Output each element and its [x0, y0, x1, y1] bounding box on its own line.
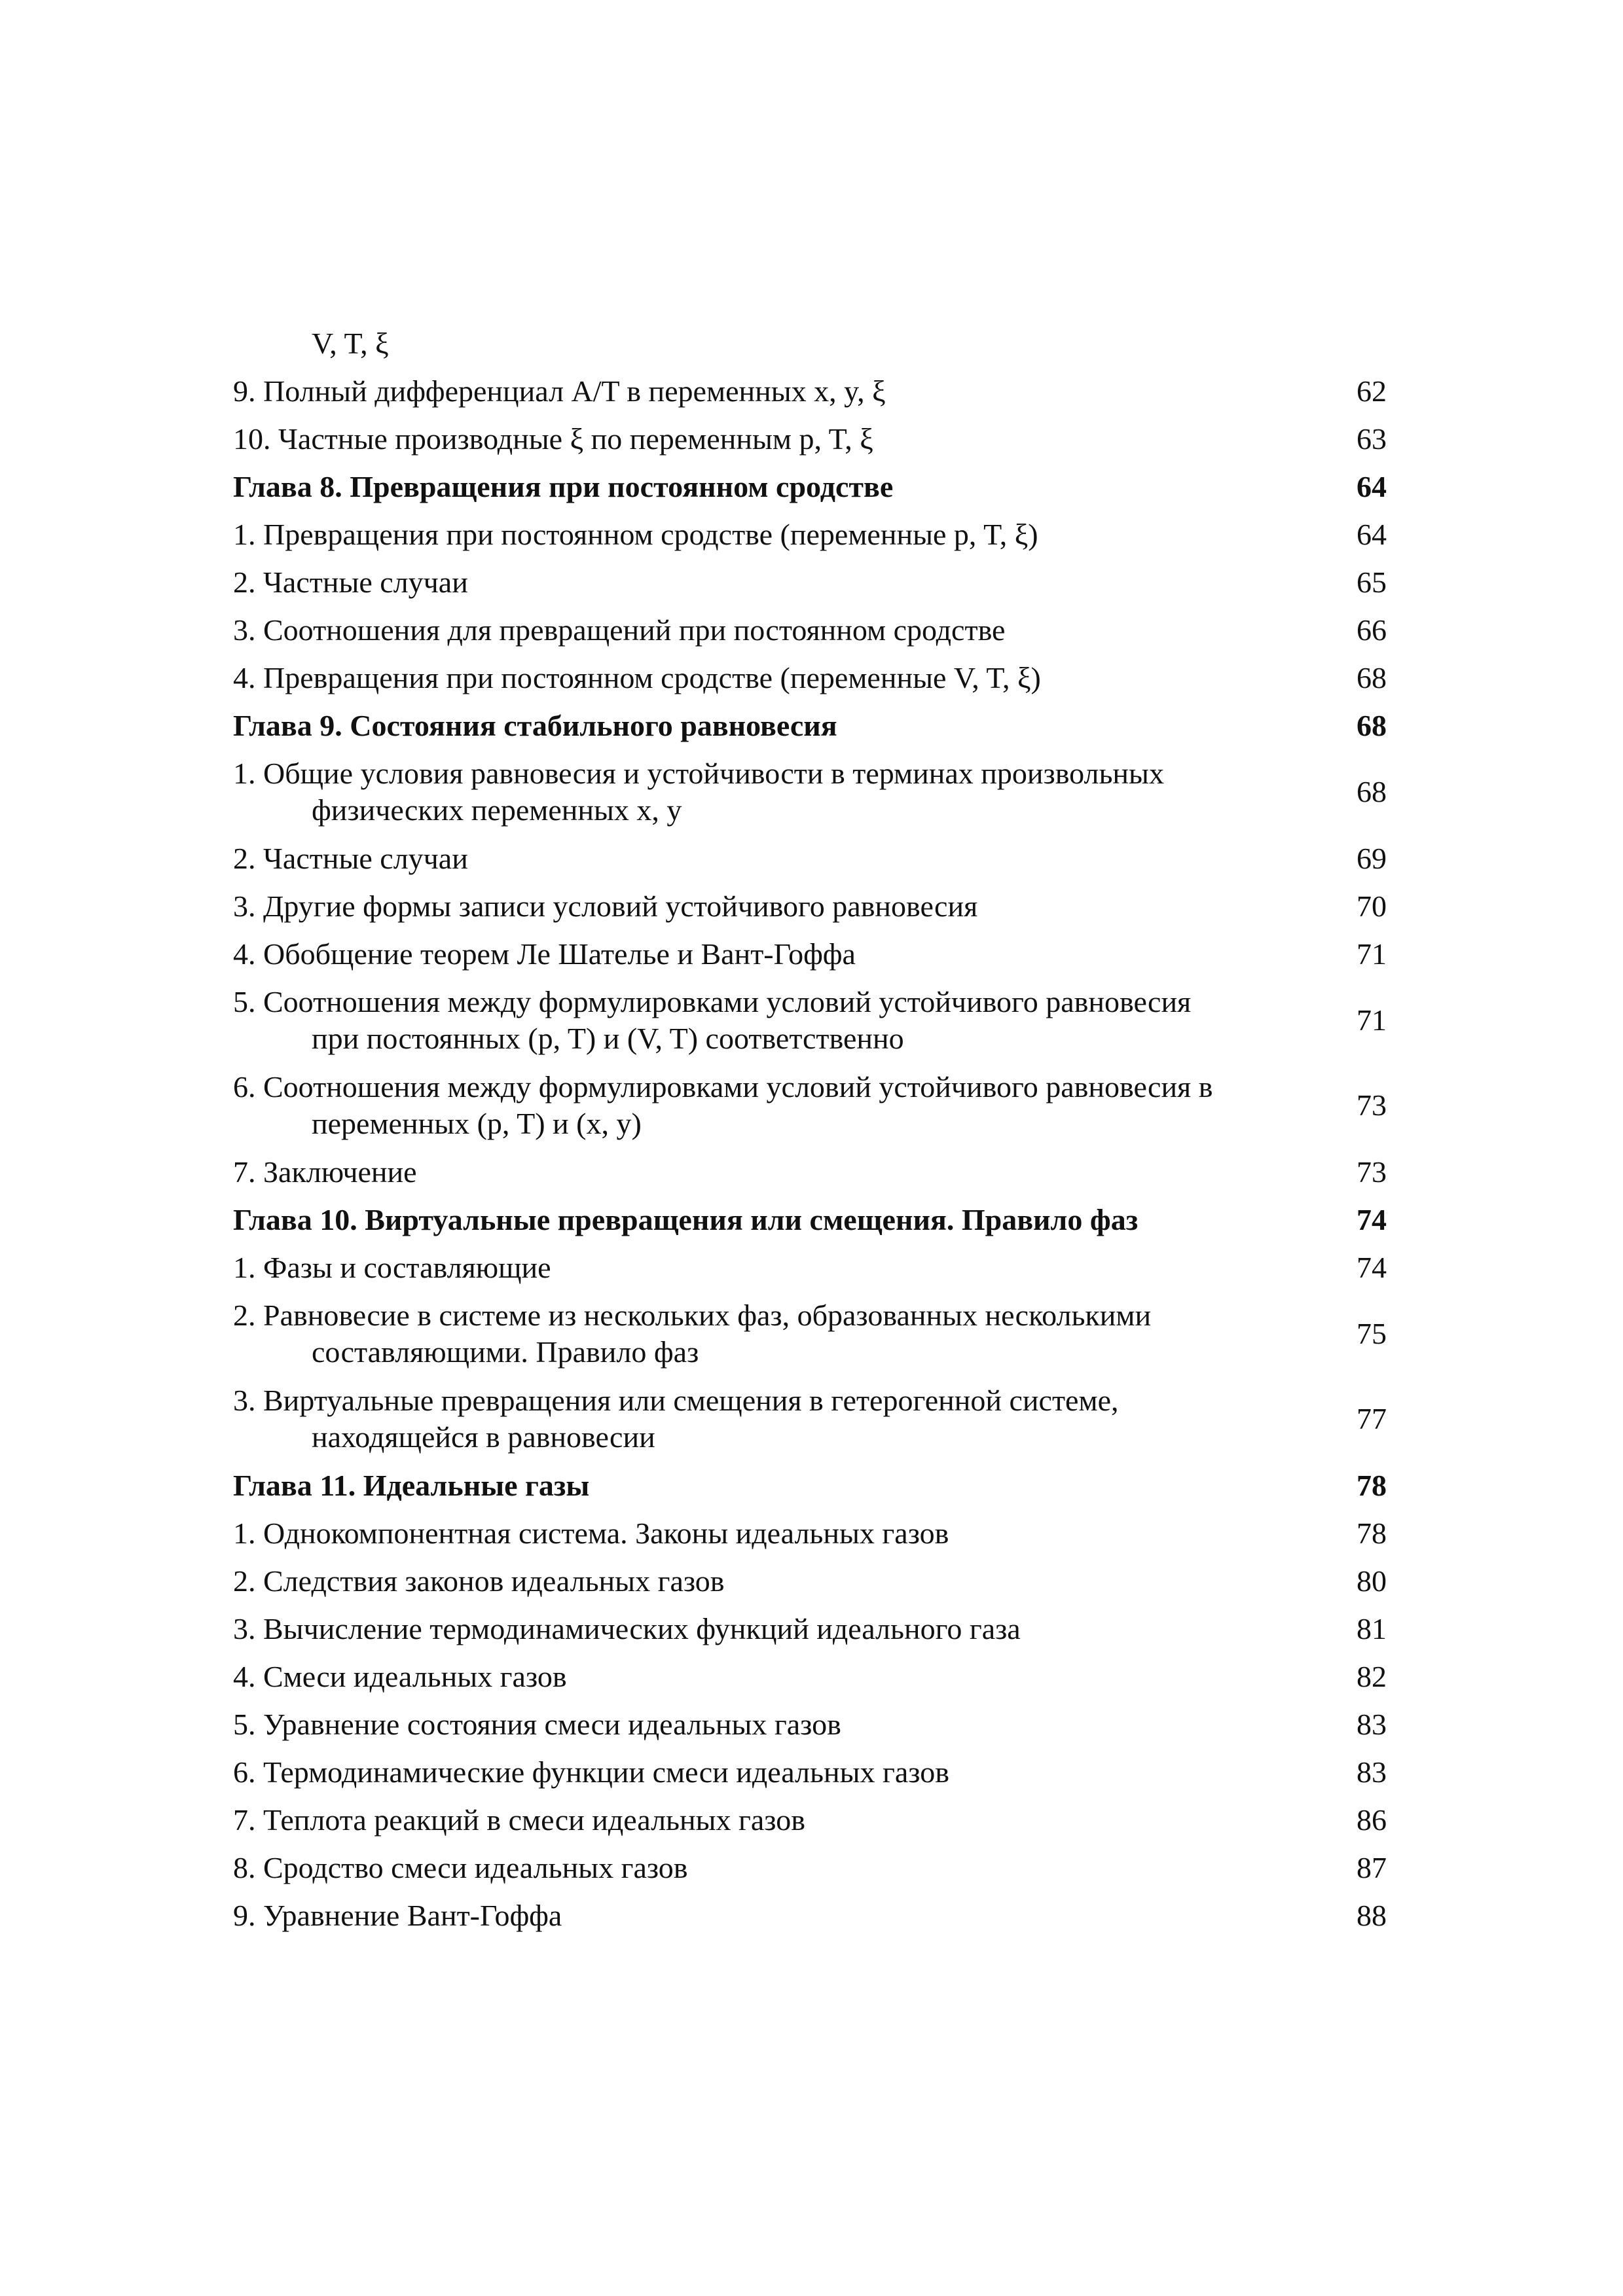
- toc-entry-row[interactable]: [233, 1557, 1387, 1605]
- toc-entry-row[interactable]: [233, 834, 1387, 882]
- toc-page-number: 66: [1357, 613, 1387, 647]
- toc-entry-row[interactable]: [233, 1748, 1387, 1796]
- toc-chapter-row[interactable]: [233, 1462, 1387, 1509]
- toc-page-number: 78: [1357, 1468, 1387, 1502]
- toc-entry-title-line1: 1. Общие условия равновесия и устойчивости в терминах произвольных: [233, 757, 1164, 790]
- toc-page-number: 74: [1357, 1202, 1387, 1236]
- toc-entry-row[interactable]: [233, 367, 1387, 415]
- toc-entry-title-line1: 2. Равновесие в системе из нескольких фаз, образованных несколькими: [233, 1299, 1152, 1332]
- toc-entry-row[interactable]: [233, 1376, 1387, 1462]
- toc-entry-title: 4. Превращения при постоянном сродстве (переменные V, T, ξ): [233, 660, 1041, 694]
- toc-page-number: 64: [1357, 469, 1387, 503]
- toc-page-number: 73: [1357, 1088, 1387, 1122]
- toc-page-number: 88: [1357, 1898, 1387, 1932]
- toc-chapter-row[interactable]: [233, 702, 1387, 749]
- toc-entry-row[interactable]: [233, 1796, 1387, 1844]
- toc-chapter-row[interactable]: [233, 463, 1387, 511]
- table-of-contents: [233, 319, 1387, 1939]
- toc-entry-title: 7. Заключение: [233, 1155, 417, 1189]
- toc-entry-title: Глава 8. Превращения при постоянном сродстве: [233, 469, 894, 503]
- toc-entry-title: 4. Смеси идеальных газов: [233, 1659, 567, 1693]
- toc-entry-title: 1. Однокомпонентная система. Законы идеальных газов: [233, 1516, 949, 1550]
- toc-entry-row[interactable]: [233, 1148, 1387, 1196]
- toc-entry-title: 3. Вычисление термодинамических функций идеального газа: [233, 1611, 1021, 1645]
- toc-page-number: 81: [1357, 1611, 1387, 1645]
- toc-entry-row[interactable]: [233, 319, 1387, 367]
- toc-page-number: 69: [1357, 841, 1387, 875]
- toc-page-number: 71: [1357, 937, 1387, 971]
- toc-entry-title: [233, 755, 1328, 829]
- toc-entry-title: 10. Частные производные ξ по переменным p, T, ξ: [233, 422, 873, 456]
- toc-entry-row[interactable]: [233, 1291, 1387, 1376]
- toc-entry-title: Глава 9. Состояния стабильного равновесия: [233, 708, 837, 742]
- toc-page-number: 70: [1357, 889, 1387, 923]
- toc-entry-title: [233, 1382, 1328, 1456]
- toc-entry-title-line2: переменных (p, T) и (x, y): [312, 1107, 642, 1140]
- toc-entry-row[interactable]: [233, 415, 1387, 463]
- toc-entry-title: 2. Частные случаи: [233, 565, 468, 599]
- toc-entry-title: 3. Соотношения для превращений при постоянном сродстве: [233, 613, 1006, 647]
- toc-entry-title: V, T, ξ: [312, 326, 389, 360]
- toc-page-number: 82: [1357, 1659, 1387, 1693]
- toc-entry-row[interactable]: [233, 511, 1387, 558]
- toc-entry-title: 8. Сродство смеси идеальных газов: [233, 1850, 688, 1884]
- toc-page-number: 78: [1357, 1516, 1387, 1550]
- toc-page-number: 68: [1357, 660, 1387, 694]
- toc-entry-title-line1: 3. Виртуальные превращения или смещения в гетерогенной системе,: [233, 1384, 1119, 1417]
- toc-entry-title: 5. Уравнение состояния смеси идеальных газов: [233, 1707, 841, 1741]
- toc-entry-title: 7. Теплота реакций в смеси идеальных газов: [233, 1803, 805, 1837]
- toc-page-number: 73: [1357, 1155, 1387, 1189]
- toc-entry-title: 1. Фазы и составляющие: [233, 1250, 551, 1284]
- toc-page-number: 62: [1357, 374, 1387, 408]
- toc-page-number: 68: [1357, 775, 1387, 808]
- toc-chapter-row[interactable]: [233, 1196, 1387, 1244]
- toc-page-number: 63: [1357, 422, 1387, 456]
- toc-entry-row[interactable]: [233, 1844, 1387, 1892]
- toc-entry-row[interactable]: [233, 749, 1387, 834]
- toc-entry-row[interactable]: [233, 1653, 1387, 1700]
- toc-entry-title: [233, 1069, 1328, 1142]
- toc-page-number: 87: [1357, 1850, 1387, 1884]
- toc-entry-row[interactable]: [233, 1244, 1387, 1291]
- toc-entry-title: [233, 984, 1328, 1057]
- toc-entry-title: 9. Полный дифференциал A/T в переменных x, y, ξ: [233, 374, 886, 408]
- toc-entry-title-line1: 6. Соотношения между формулировками условий устойчивого равновесия в: [233, 1070, 1213, 1103]
- toc-entry-title: Глава 11. Идеальные газы: [233, 1468, 590, 1502]
- toc-entry-title-line2: находящейся в равновесии: [312, 1420, 655, 1454]
- toc-page-number: 68: [1357, 708, 1387, 742]
- toc-entry-title: [233, 1297, 1328, 1371]
- toc-entry-title-line1: 5. Соотношения между формулировками условий устойчивого равновесия: [233, 985, 1192, 1018]
- toc-entry-title: 4. Обобщение теорем Ле Шателье и Вант-Гоффа: [233, 937, 856, 971]
- toc-page-number: 80: [1357, 1564, 1387, 1598]
- toc-page-number: 83: [1357, 1707, 1387, 1741]
- toc-entry-row[interactable]: [233, 882, 1387, 930]
- toc-page-number: 83: [1357, 1755, 1387, 1789]
- toc-entry-title: 3. Другие формы записи условий устойчивого равновесия: [233, 889, 978, 923]
- toc-entry-title: Глава 10. Виртуальные превращения или смещения. Правило фаз: [233, 1202, 1139, 1236]
- toc-entry-title: 1. Превращения при постоянном сродстве (переменные p, T, ξ): [233, 517, 1038, 551]
- toc-entry-row[interactable]: [233, 930, 1387, 978]
- toc-entry-title: 2. Частные случаи: [233, 841, 468, 875]
- toc-page-number: 74: [1357, 1250, 1387, 1284]
- toc-entry-title-line2: составляющими. Правило фаз: [312, 1335, 699, 1369]
- toc-page-number: 65: [1357, 565, 1387, 599]
- toc-page-number: 86: [1357, 1803, 1387, 1837]
- toc-entry-row[interactable]: [233, 558, 1387, 606]
- toc-entry-title: 9. Уравнение Вант-Гоффа: [233, 1898, 562, 1932]
- toc-entry-row[interactable]: [233, 606, 1387, 654]
- toc-entry-row[interactable]: [233, 1063, 1387, 1148]
- toc-entry-title-line2: при постоянных (p, T) и (V, T) соответственно: [312, 1022, 904, 1055]
- toc-entry-title-line2: физических переменных x, y: [312, 793, 682, 827]
- toc-entry-row[interactable]: [233, 1892, 1387, 1939]
- toc-entry-row[interactable]: [233, 1509, 1387, 1557]
- toc-entry-row[interactable]: [233, 1605, 1387, 1653]
- toc-entry-title: 6. Термодинамические функции смеси идеальных газов: [233, 1755, 949, 1789]
- toc-entry-row[interactable]: [233, 654, 1387, 702]
- toc-entry-title: 2. Следствия законов идеальных газов: [233, 1564, 725, 1598]
- toc-page-number: 64: [1357, 517, 1387, 551]
- toc-entry-row[interactable]: [233, 978, 1387, 1063]
- toc-page-number: 77: [1357, 1402, 1387, 1435]
- toc-page-number: 71: [1357, 1003, 1387, 1037]
- toc-entry-row[interactable]: [233, 1700, 1387, 1748]
- toc-page-number: 75: [1357, 1317, 1387, 1350]
